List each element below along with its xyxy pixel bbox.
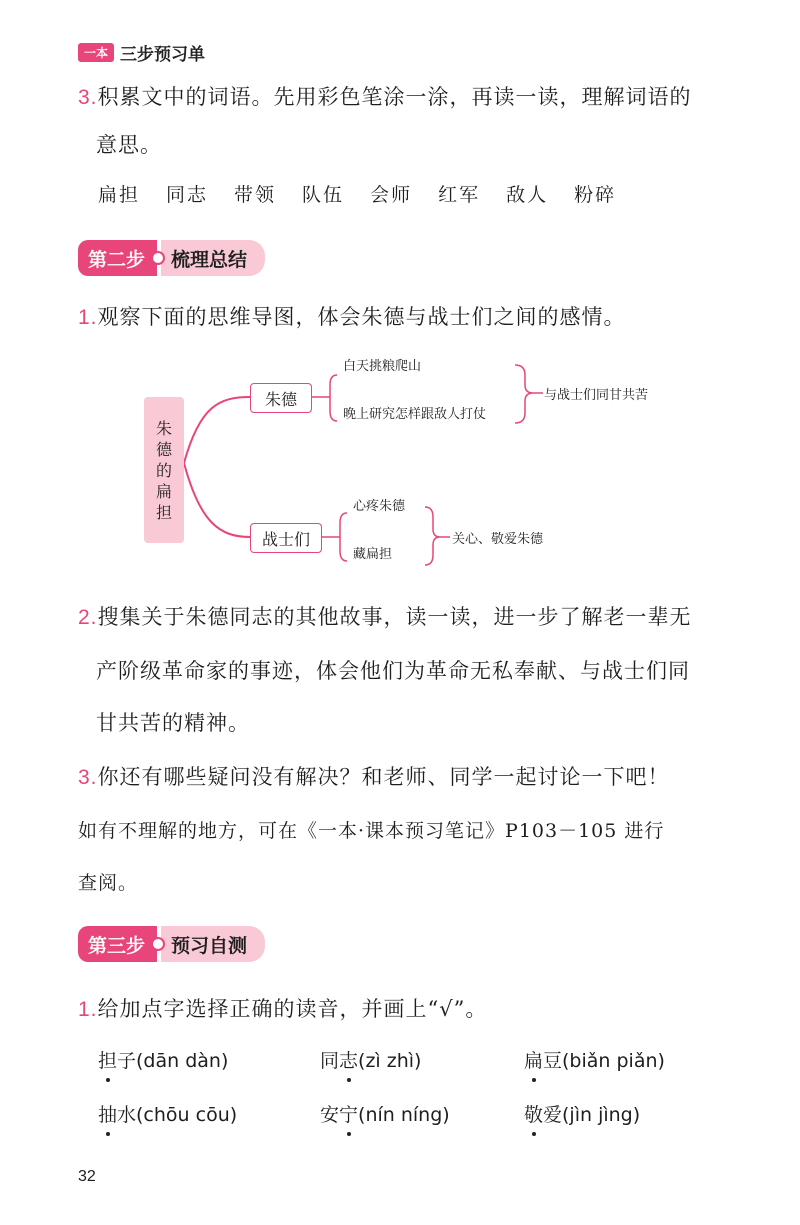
pinyin-item: 抽水(chōu cōu) [98,1104,238,1126]
dotted-char: 担 [98,1050,118,1072]
question-text: 搜集关于朱德同志的其他故事，读一读，进一步了解老一辈无 [97,605,692,629]
step-title: 预习自测 [161,926,265,962]
top-item-1: 白天挑粮爬山 [343,359,422,374]
branch-soldiers: 战士们 [250,523,322,553]
vocab-word: 敌人 [506,184,549,206]
root-char: 朱 [155,418,172,438]
mind-map-connectors [140,345,620,575]
root-char: 的 [155,460,172,480]
header-title: 三步预习单 [120,44,206,65]
pinyin-row-2 [98,1100,640,1127]
pinyin-item: 安宁(nín níng) [320,1104,450,1126]
bottom-item-1: 心疼朱德 [353,499,406,514]
step2-question-2-line1 [78,602,692,633]
question-text: 你还有哪些疑问没有解决？和老师、同学一起讨论一下吧！ [97,765,670,789]
top-item-2: 晚上研究怎样跟敌人打仗 [343,407,487,422]
brand-logo: 一本 [78,43,114,62]
vocab-word: 红军 [438,184,481,206]
vocab-word: 扁担 [98,184,141,206]
page-header [78,40,205,64]
banner-dot [151,251,165,265]
question-number: 1. [78,306,98,329]
mind-map-root [144,397,184,543]
step-label: 第三步 [78,926,157,962]
vocab-word: 队伍 [302,184,345,206]
step2-question-3 [78,762,670,793]
page-number: 32 [78,1168,96,1185]
step3-question-1 [78,994,487,1025]
root-char: 担 [155,502,172,522]
question-number: 3. [78,766,98,789]
dotted-char: 敬 [524,1104,544,1126]
pinyin-row-1 [98,1046,665,1073]
mind-map [140,345,649,575]
banner-dot [151,937,165,951]
step2-question-2-line3: 甘共苦的精神。 [96,711,250,735]
step-label: 第二步 [78,240,157,276]
question-number: 1. [78,998,98,1021]
root-char: 扁 [155,481,172,501]
vocabulary-list [98,180,642,207]
dotted-char: 志 [339,1050,359,1072]
step-3-banner [78,924,265,964]
vocab-word: 带领 [234,184,277,206]
branch-zhude: 朱德 [250,383,312,413]
top-result: 与战士们同甘共苦 [544,388,649,403]
pinyin-item: 敬爱(jìn jìng) [524,1104,641,1126]
reference-note-line2: 查阅。 [78,872,139,894]
step2-question-1 [78,302,626,333]
vocab-word: 粉碎 [574,184,617,206]
vocab-word: 会师 [370,184,413,206]
question-3-line1 [78,82,692,113]
step-title: 梳理总结 [161,240,265,276]
dotted-char: 抽 [98,1104,118,1126]
root-char: 德 [155,439,172,459]
reference-note-line1: 如有不理解的地方，可在《一本·课本预习笔记》P103－105 进行 [78,820,665,842]
question-text: 积累文中的词语。先用彩色笔涂一涂，再读一读，理解词语的 [97,85,692,109]
question-number: 2. [78,606,98,629]
bottom-result: 关心、敬爱朱德 [452,532,544,547]
pinyin-item: 担子(dān dàn) [98,1050,229,1072]
question-3-line2: 意思。 [96,133,162,157]
dotted-char: 宁 [339,1104,359,1126]
bottom-item-2: 藏扁担 [353,547,393,562]
pinyin-item: 同志(zì zhì) [320,1050,422,1072]
dotted-char: 扁 [524,1050,544,1072]
question-text: 给加点字选择正确的读音，并画上“√”。 [97,997,488,1021]
vocab-word: 同志 [166,184,209,206]
pinyin-item: 扁豆(biǎn piǎn) [524,1050,665,1072]
step-2-banner [78,238,265,278]
question-text: 观察下面的思维导图，体会朱德与战士们之间的感情。 [97,305,626,329]
question-number: 3. [78,86,98,109]
step2-question-2-line2: 产阶级革命家的事迹，体会他们为革命无私奉献、与战士们同 [96,659,690,683]
